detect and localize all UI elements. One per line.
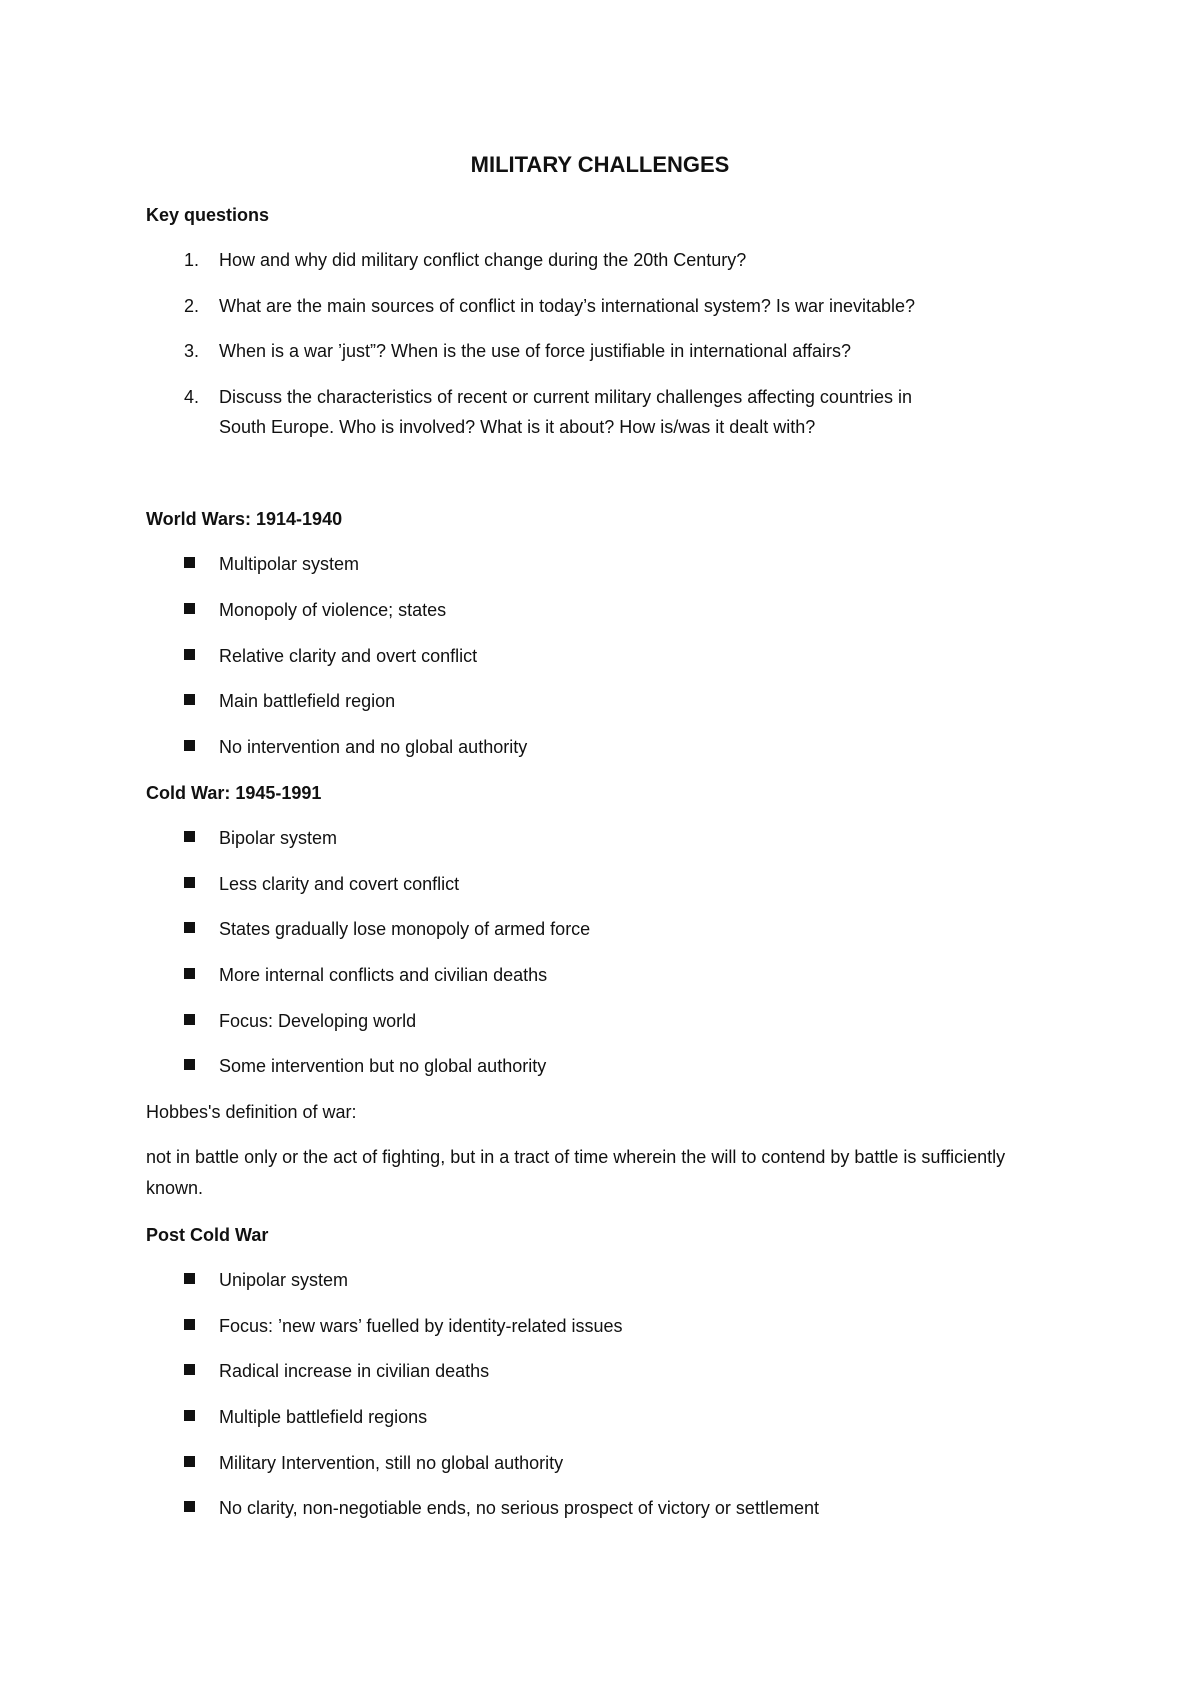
question-text-line: South Europe. Who is involved? What is it about? How is/was it dealt with? xyxy=(219,417,816,437)
square-bullet-icon xyxy=(184,603,195,614)
square-bullet-icon xyxy=(184,922,195,933)
document-title: MILITARY CHALLENGES xyxy=(470,152,730,177)
list-item: Relative clarity and overt conflict xyxy=(219,646,478,666)
square-bullet-icon xyxy=(184,1501,195,1512)
square-bullet-icon xyxy=(184,831,195,842)
question-number: 4. xyxy=(184,387,200,407)
key-questions-heading: Key questions xyxy=(146,205,270,225)
list-item: Multipolar system xyxy=(219,554,360,574)
list-item: Multiple battlefield regions xyxy=(219,1407,428,1427)
list-item: Bipolar system xyxy=(219,828,338,848)
square-bullet-icon xyxy=(184,649,195,660)
square-bullet-icon xyxy=(184,557,195,568)
square-bullet-icon xyxy=(184,1456,195,1467)
list-item: No intervention and no global authority xyxy=(219,737,528,757)
list-item: Less clarity and covert conflict xyxy=(219,874,460,894)
hobbes-label: Hobbes's definition of war: xyxy=(146,1102,357,1122)
question-number: 1. xyxy=(184,250,200,270)
world-wars-heading: World Wars: 1914-1940 xyxy=(146,509,343,529)
list-item: Monopoly of violence; states xyxy=(219,600,447,620)
list-item: More internal conflicts and civilian deaths xyxy=(219,965,548,985)
square-bullet-icon xyxy=(184,968,195,979)
question-text-line: Discuss the characteristics of recent or current military challenges affecting countries in xyxy=(219,387,912,407)
list-item: Radical increase in civilian deaths xyxy=(219,1361,490,1381)
list-item: Focus: Developing world xyxy=(219,1011,417,1031)
list-item: No clarity, non-negotiable ends, no serious prospect of victory or settlement xyxy=(219,1498,819,1518)
list-item: Military Intervention, still no global authority xyxy=(219,1453,564,1473)
square-bullet-icon xyxy=(184,694,195,705)
square-bullet-icon xyxy=(184,1364,195,1375)
square-bullet-icon xyxy=(184,1273,195,1284)
square-bullet-icon xyxy=(184,1319,195,1330)
question-number: 3. xyxy=(184,341,200,361)
list-item: Main battlefield region xyxy=(219,691,396,711)
square-bullet-icon xyxy=(184,740,195,751)
list-item: Focus: ’new wars’ fuelled by identity-related issues xyxy=(219,1316,623,1336)
square-bullet-icon xyxy=(184,877,195,888)
question-text: When is a war ’just”? When is the use of force justifiable in international affairs? xyxy=(219,341,851,361)
question-text: How and why did military conflict change during the 20th Century? xyxy=(219,250,747,270)
list-item: Unipolar system xyxy=(219,1270,349,1290)
post-cold-war-heading: Post Cold War xyxy=(146,1225,269,1245)
list-item: States gradually lose monopoly of armed force xyxy=(219,919,591,939)
list-item: Some intervention but no global authority xyxy=(219,1056,547,1076)
question-text: What are the main sources of conflict in today’s international system? Is war inevitable? xyxy=(219,296,916,316)
cold-war-heading: Cold War: 1945-1991 xyxy=(146,783,322,803)
question-number: 2. xyxy=(184,296,200,316)
square-bullet-icon xyxy=(184,1410,195,1421)
square-bullet-icon xyxy=(184,1014,195,1025)
square-bullet-icon xyxy=(184,1059,195,1070)
hobbes-quote: not in battle only or the act of fighting, but in a tract of time wherein the will to contend by battle is sufficiently known. xyxy=(146,1147,1006,1198)
